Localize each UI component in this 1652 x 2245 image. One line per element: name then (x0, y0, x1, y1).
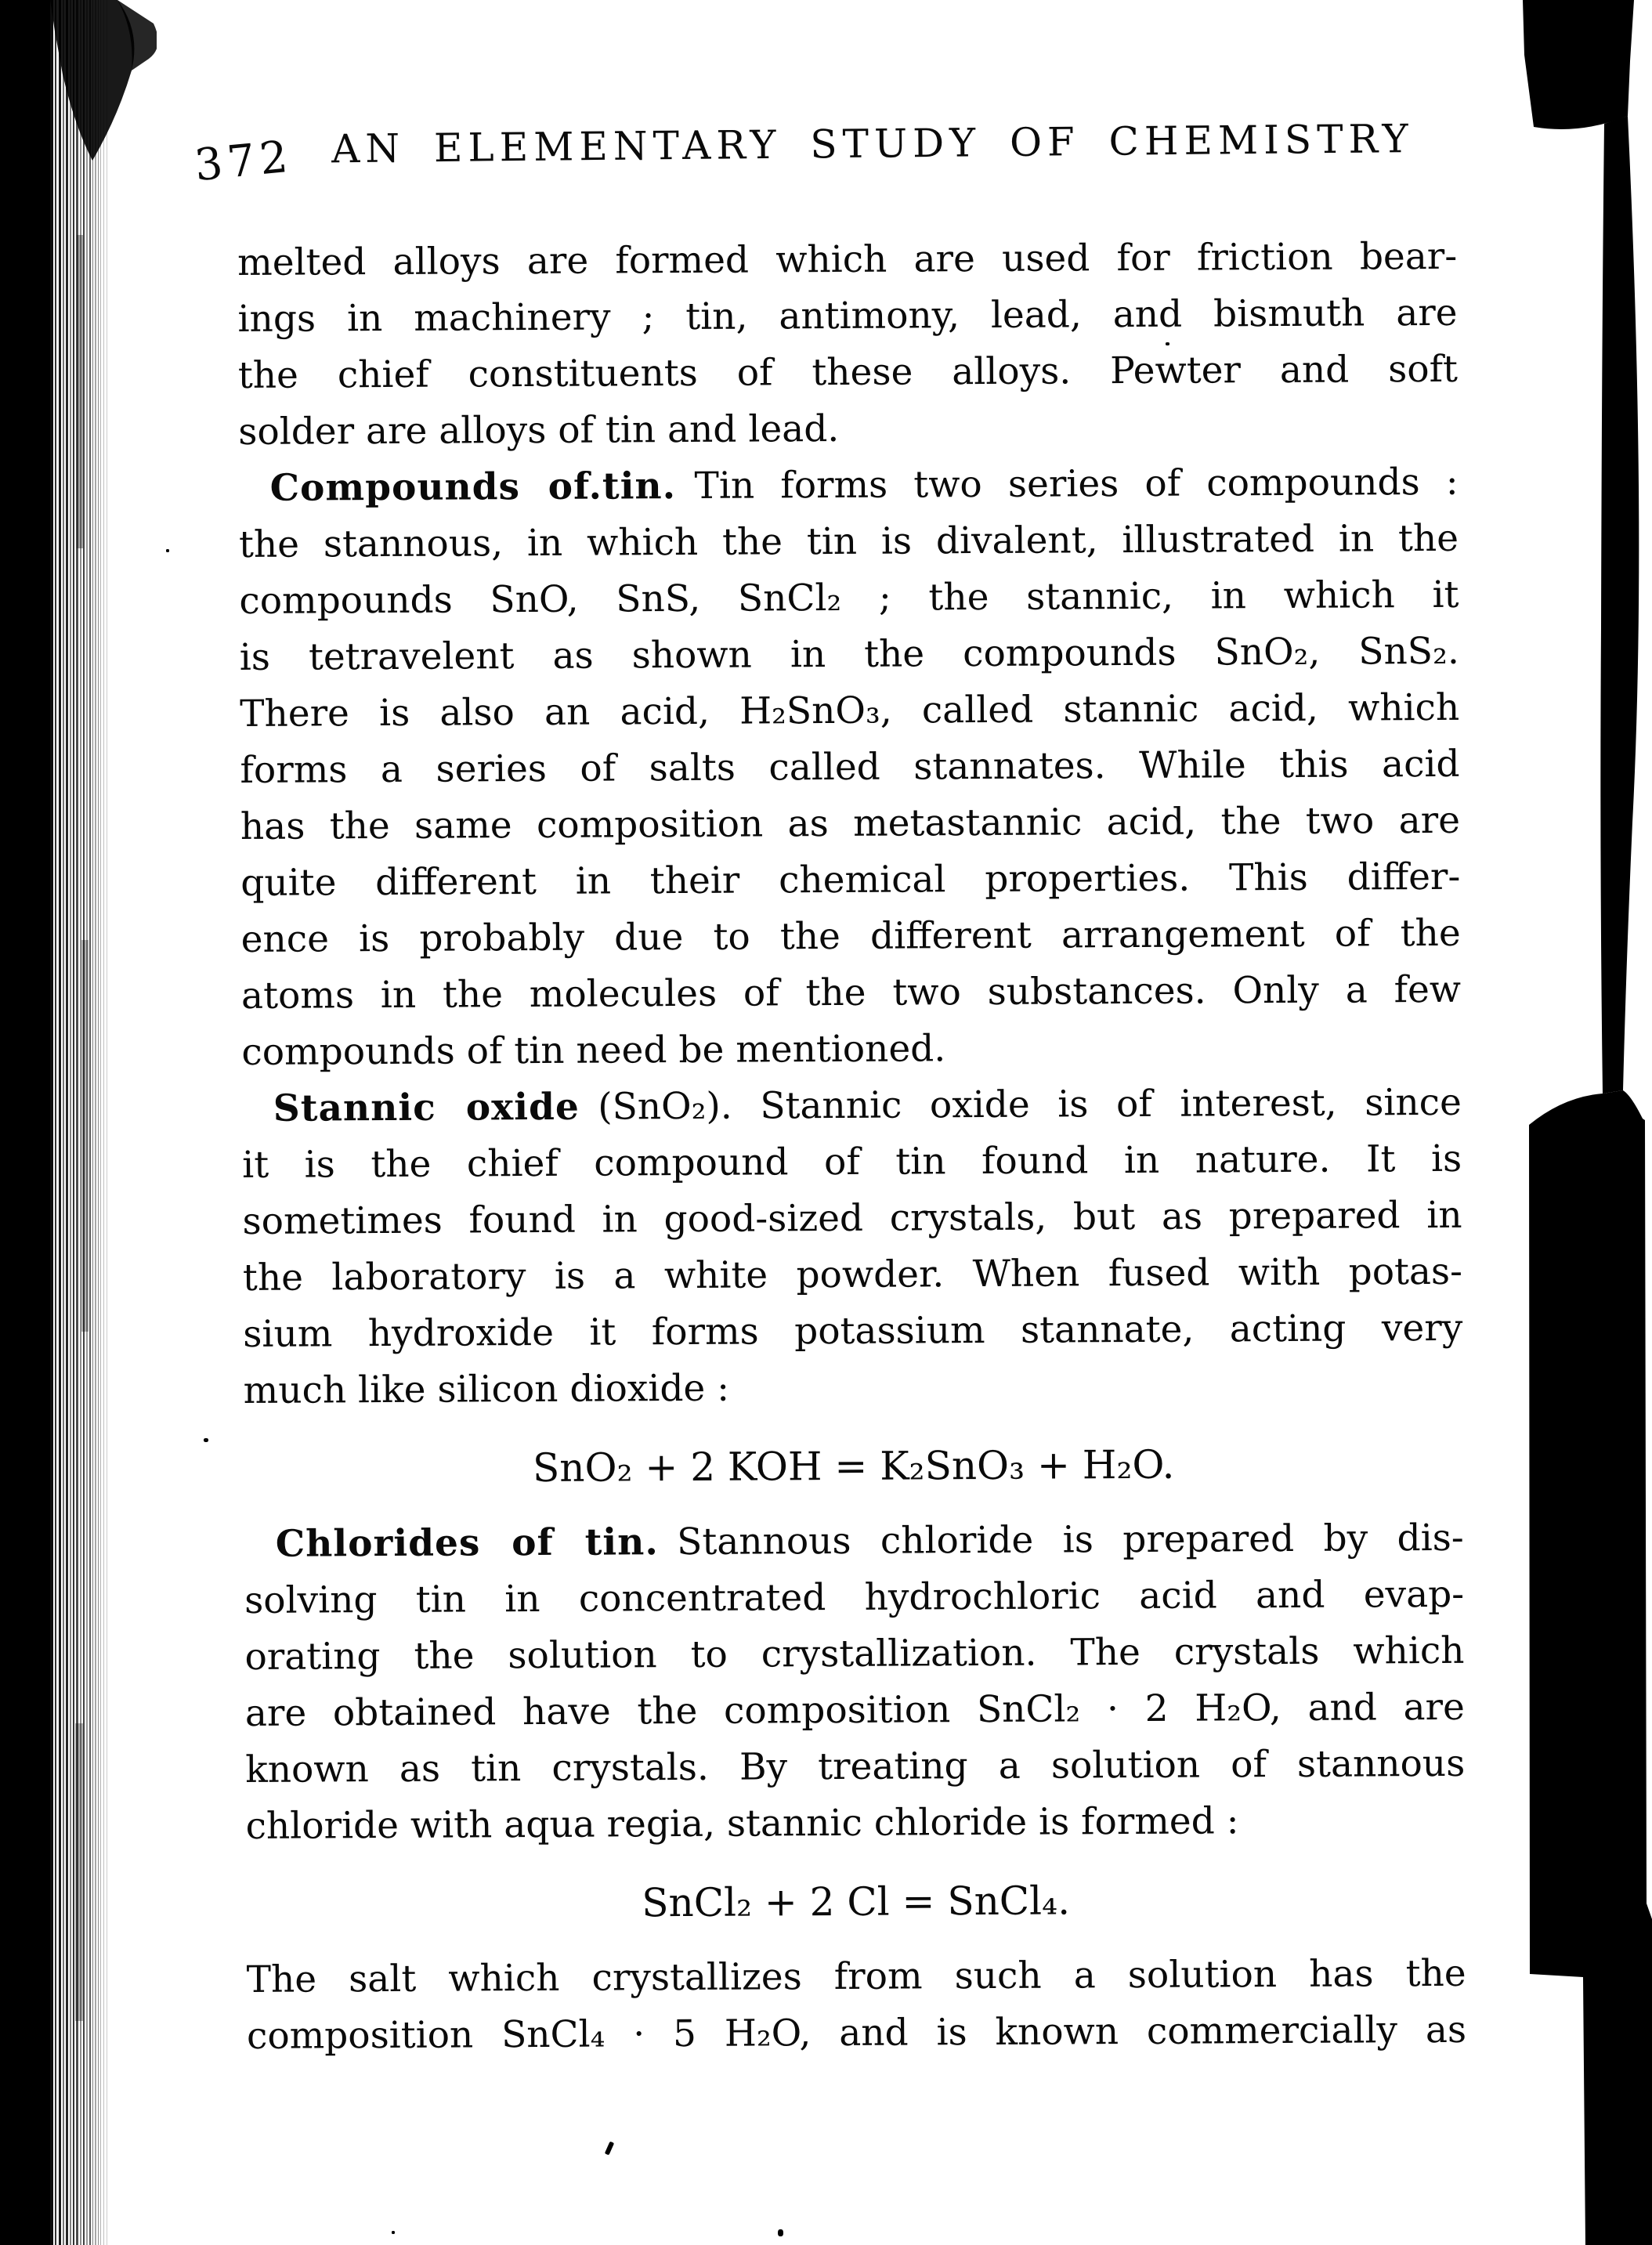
paragraph (244, 1510, 1466, 1855)
paragraph-lead: Chlorides of tin. (275, 1520, 659, 1566)
ink-speck (392, 2231, 395, 2234)
text-line: compounds SnO, SnS, SnCl₂ ; the stannic, in which it (239, 573, 1459, 623)
text-line: the stannous, in which the tin is divalent, illustrated in the (238, 516, 1459, 566)
text-line: melted alloys are formed which are used for friction bear- (237, 234, 1458, 284)
text-line: sium hydroxide it forms potassium stannate, acting very (243, 1306, 1463, 1356)
text-line: orating the solution to crystallization. The crystals which (244, 1629, 1465, 1679)
ink-speck (166, 549, 169, 552)
text-line: has the same composition as metastannic acid, the two are (240, 798, 1461, 848)
ink-speck (605, 2142, 614, 2156)
paragraph (237, 229, 1458, 461)
text-line: forms a series of salts called stannates. While this acid (240, 742, 1460, 792)
text-line: the laboratory is a white powder. When fused with potas- (242, 1249, 1463, 1300)
text-column (237, 229, 1466, 2065)
chemical-equation: SnCl₂ + 2 Cl = SnCl₄. (642, 1878, 1071, 1926)
ink-speck (1166, 342, 1169, 345)
text-line: chloride with aqua regia, stannic chloride is formed : (245, 1799, 1239, 1848)
right-edge-ink-blobs (1488, 0, 1652, 2245)
text-line: is tetravelent as shown in the compounds SnO₂, SnS₂. (239, 629, 1459, 679)
paragraph (246, 1946, 1466, 2065)
text-line: Compounds of.tin. Tin forms two series of compounds : (269, 460, 1459, 510)
ink-speck (778, 2229, 783, 2236)
text-line: solving tin in concentrated hydrochloric acid and evap- (244, 1572, 1465, 1622)
running-header (192, 111, 1464, 192)
text-line: the chief constituents of these alloys. Pewter and soft (237, 347, 1459, 397)
binding-shadow (0, 0, 157, 2245)
paragraph (239, 454, 1462, 1081)
page-number: 372 (192, 131, 295, 192)
running-title: AN ELEMENTARY STUDY OF CHEMISTRY (331, 116, 1414, 172)
text-line: much like silicon dioxide : (243, 1366, 730, 1412)
text-line: ings in machinery ; tin, antimony, lead, and bismuth are (237, 291, 1458, 341)
text-line: compounds of tin need be mentioned. (241, 1027, 946, 1074)
paragraph-lead: Compounds of.tin. (269, 465, 677, 510)
text-line: The salt which crystallizes from such a solution has the (246, 1951, 1466, 2001)
text-line: composition SnCl₄ · 5 H₂O, and is known commercially as (246, 2008, 1467, 2058)
ink-speck (204, 1438, 208, 1442)
text-line: sometimes found in good-sized crystals, but as prepared in (242, 1193, 1462, 1243)
paragraph-lead: Stannic oxide (273, 1085, 580, 1130)
text-line: quite different in their chemical properties. This differ- (240, 855, 1461, 905)
paragraph (242, 1075, 1463, 1419)
chemical-equation: SnO₂ + 2 KOH = K₂SnO₃ + H₂O. (532, 1441, 1175, 1491)
text-line: Chlorides of tin. Stannous chloride is prepared by dis- (275, 1516, 1464, 1566)
text-line: atoms in the molecules of the two substances. Only a few (240, 967, 1462, 1018)
text-line: it is the chief compound of tin found in nature. It is (242, 1137, 1462, 1187)
text-line: are obtained have the composition SnCl₂ · 2 H₂O, and are (244, 1685, 1466, 1735)
text-line: known as tin crystals. By treating a solution of stannous (245, 1741, 1466, 1791)
text-line: There is also an acid, H₂SnO₃, called stannic acid, which (240, 685, 1460, 736)
text-line: ence is probably due to the different arrangement of the (240, 911, 1461, 961)
text-line: solder are alloys of tin and lead. (238, 407, 840, 454)
text-line: Stannic oxide (SnO₂). Stannic oxide is of interest, since (273, 1080, 1462, 1130)
